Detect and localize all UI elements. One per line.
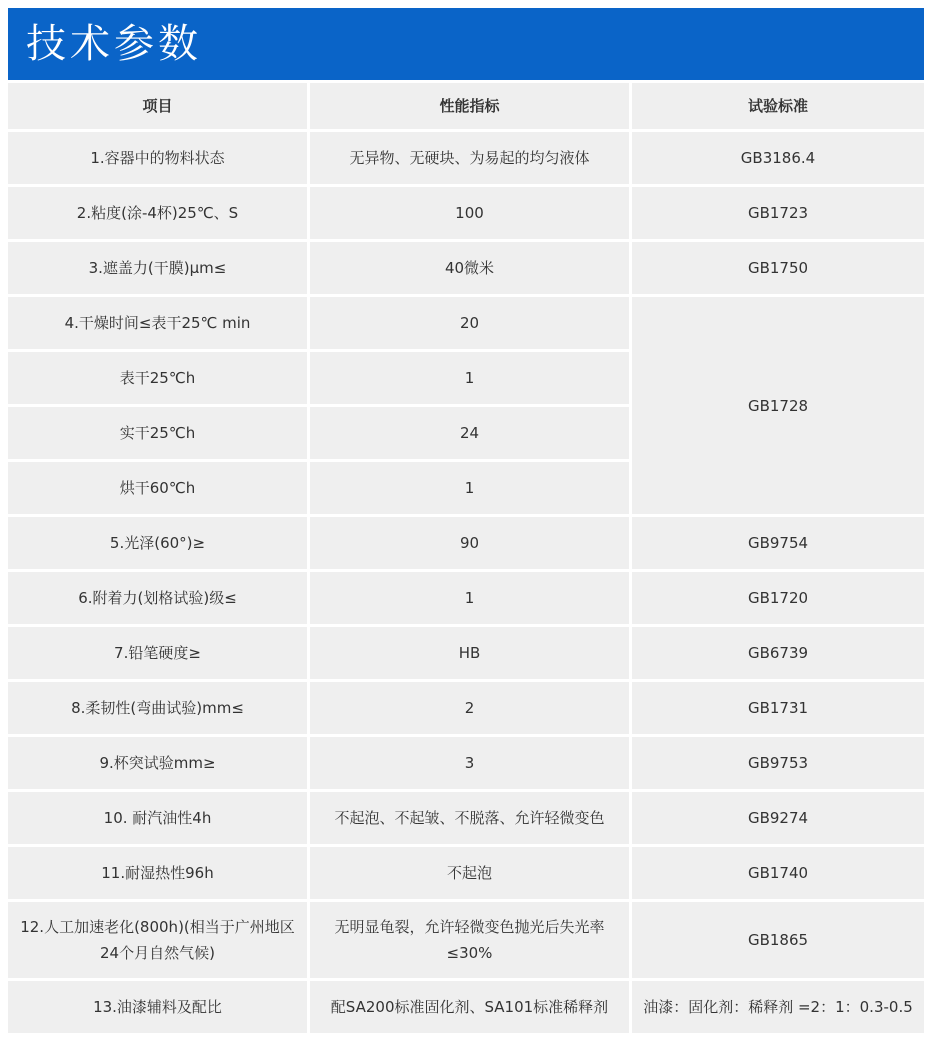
- row-value: 无异物、无硬块、为易起的均匀液体: [310, 132, 629, 184]
- table-row: [8, 737, 924, 789]
- row-value: 24: [310, 407, 629, 459]
- header-value: 性能指标: [310, 83, 629, 129]
- row-standard: GB3186.4: [632, 132, 924, 184]
- row-item: 12.人工加速老化(800h)(相当于广州地区24个月自然气候): [8, 902, 307, 978]
- table-row: [8, 187, 924, 239]
- table-row: [8, 572, 924, 624]
- row-item: 11.耐湿热性96h: [8, 847, 307, 899]
- header-standard: 试验标准: [632, 83, 924, 129]
- row-value: 1: [310, 572, 629, 624]
- table-row: [8, 902, 924, 978]
- row-standard: GB6739: [632, 627, 924, 679]
- row-item: 10. 耐汽油性4h: [8, 792, 307, 844]
- row-standard: GB9754: [632, 517, 924, 569]
- page-title: 技术参数: [26, 21, 202, 67]
- row-item: 6.附着力(划格试验)级≤: [8, 572, 307, 624]
- row-item: 13.油漆辅料及配比: [8, 981, 307, 1033]
- row-item: 3.遮盖力(干膜)μm≤: [8, 242, 307, 294]
- spec-table: [5, 80, 927, 1036]
- row-standard: GB1720: [632, 572, 924, 624]
- row-item: 1.容器中的物料状态: [8, 132, 307, 184]
- row-value: 40微米: [310, 242, 629, 294]
- row-standard: GB1750: [632, 242, 924, 294]
- table-row: [8, 242, 924, 294]
- row-item: 实干25℃h: [8, 407, 307, 459]
- row-value: 1: [310, 352, 629, 404]
- row-standard: GB1731: [632, 682, 924, 734]
- header-item: 项目: [8, 83, 307, 129]
- row-standard: GB9274: [632, 792, 924, 844]
- row-standard: 油漆：固化剂：稀释剂 =2：1：0.3-0.5: [632, 981, 924, 1033]
- table-row: [8, 297, 924, 349]
- row-item: 8.柔韧性(弯曲试验)mm≤: [8, 682, 307, 734]
- row-item: 5.光泽(60°)≥: [8, 517, 307, 569]
- table-header-row: [8, 83, 924, 129]
- row-value: 1: [310, 462, 629, 514]
- row-item: 2.粘度(涂-4杯)25℃、S: [8, 187, 307, 239]
- row-value: HB: [310, 627, 629, 679]
- row-value: 100: [310, 187, 629, 239]
- row-standard: GB1865: [632, 902, 924, 978]
- row-item: 烘干60℃h: [8, 462, 307, 514]
- row-value: 2: [310, 682, 629, 734]
- row-item: 表干25℃h: [8, 352, 307, 404]
- row-item: 9.杯突试验mm≥: [8, 737, 307, 789]
- row-value: 3: [310, 737, 629, 789]
- table-row: [8, 627, 924, 679]
- title-banner: [8, 8, 924, 80]
- row-value: 不起泡、不起皱、不脱落、允许轻微变色: [310, 792, 629, 844]
- row-value: 无明显龟裂，允许轻微变色抛光后失光率≤30%: [310, 902, 629, 978]
- row-standard: GB1728: [632, 297, 924, 514]
- row-standard: GB1740: [632, 847, 924, 899]
- row-item: 7.铅笔硬度≥: [8, 627, 307, 679]
- table-row: [8, 682, 924, 734]
- row-value: 90: [310, 517, 629, 569]
- row-value: 配SA200标准固化剂、SA101标准稀释剂: [310, 981, 629, 1033]
- row-item: 4.干燥时间≤表干25℃ min: [8, 297, 307, 349]
- table-row: [8, 517, 924, 569]
- row-standard: GB9753: [632, 737, 924, 789]
- table-row: [8, 792, 924, 844]
- table-row: [8, 847, 924, 899]
- table-row: [8, 981, 924, 1033]
- row-value: 不起泡: [310, 847, 629, 899]
- row-value: 20: [310, 297, 629, 349]
- table-row: [8, 132, 924, 184]
- row-standard: GB1723: [632, 187, 924, 239]
